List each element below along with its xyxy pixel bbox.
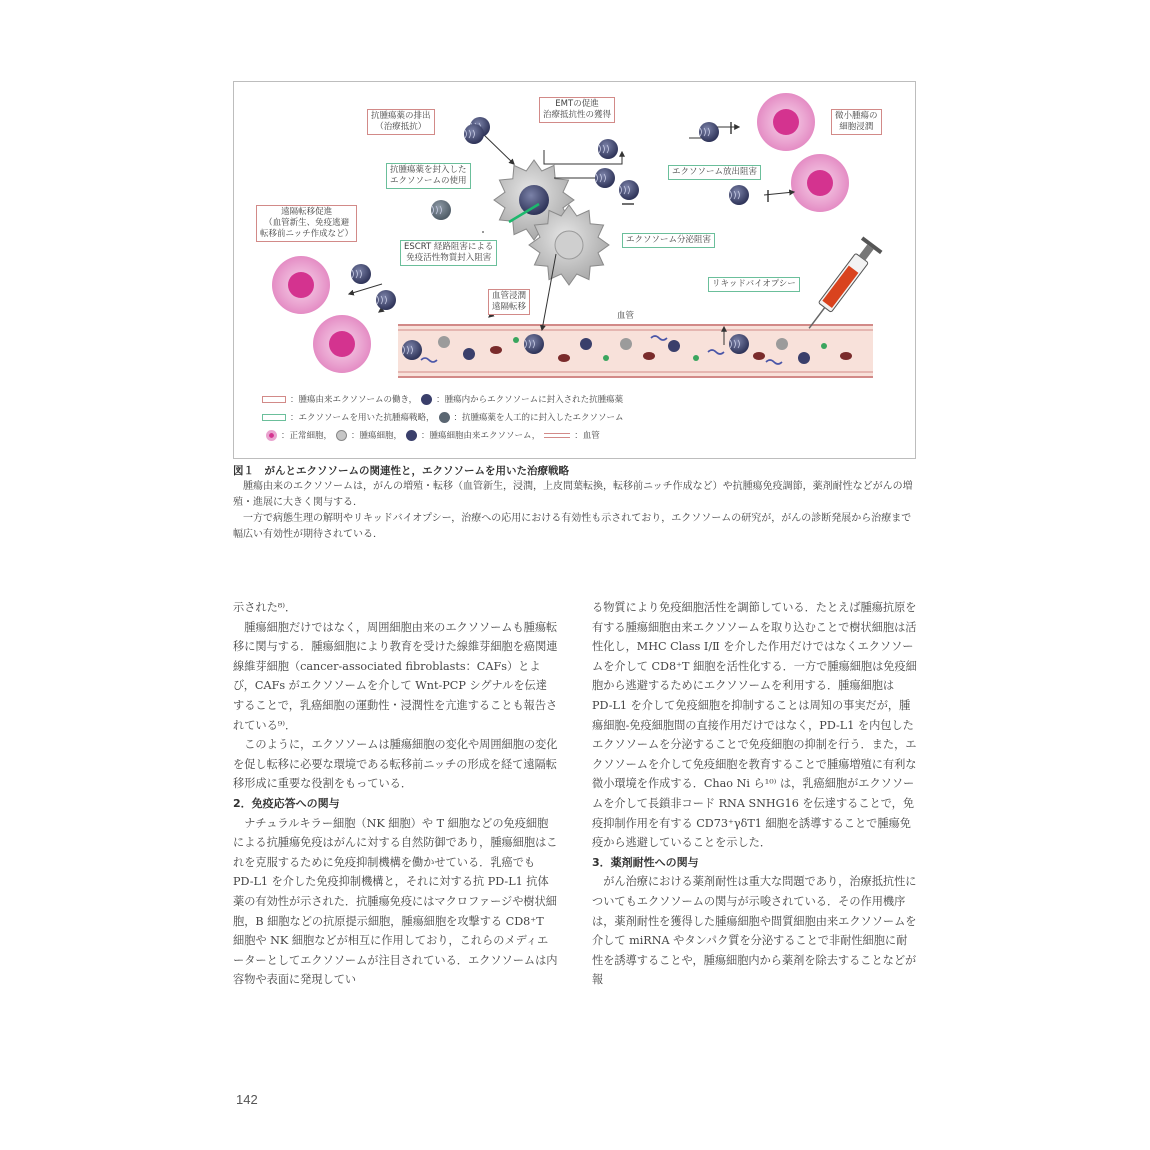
caption-paragraph: 一方で病態生理の解明やリキッドバイオプシー，治療への応用における有効性も示されており，エクソソームの研究が，がんの診断発展から治療まで幅広い有効性が期待されている． [233, 513, 912, 540]
vessel-particle [603, 355, 609, 361]
red-blood-cell [490, 346, 502, 354]
label-escrt: ESCRT 経路阻害による 免疫活性物質封入阻害 [400, 240, 497, 266]
vessel-particle [693, 355, 699, 361]
body-paragraph: 腫瘍細胞だけではなく，周囲細胞由来のエクソソームも腫瘍転移に関与する．腫瘍細胞により教育を受けた線維芽細胞を癌関連線維芽細胞（cancer-associated fibroblasts：CAFs）とよび，CAFs がエクソソームを介して Wnt-PCP シグナルを伝達することで，乳癌細胞の運動性・浸潤性を亢進することも報告されている⁹⁾． [233, 620, 558, 732]
label-liquid-biopsy: リキッドバイオプシー [708, 277, 800, 292]
red-blood-cell [840, 352, 852, 360]
legend-tumor-exosome-icon [406, 430, 417, 441]
body-paragraph: 示された⁸⁾． [233, 601, 297, 614]
label-invasion: 血管浸潤 遠隔転移 [488, 289, 530, 315]
body-paragraph: このように，エクソソームは腫瘍細胞の変化や周囲細胞の変化を促し転移に必要な環境である転移前ニッチの形成を経て遠隔転移形成に重要な役割をもっている． [233, 738, 558, 791]
exosome [464, 124, 484, 144]
vessel-exosome [463, 348, 475, 360]
vessel-exosome [438, 336, 450, 348]
legend-text: ：正常細胞， [281, 431, 333, 441]
legend-text: ：腫瘍細胞由来エクソソーム， [421, 431, 541, 441]
red-blood-cell [558, 354, 570, 362]
legend-text: ：抗腫瘍薬を人工的に封入したエクソソーム [453, 413, 624, 423]
normal-cell [313, 315, 371, 373]
exosome [376, 290, 396, 310]
right-column [592, 598, 917, 990]
legend-text: ：腫瘍内からエクソソームに封入された抗腫瘍薬 [436, 395, 624, 405]
legend-text: ：腫瘍細胞， [351, 431, 403, 441]
left-column [233, 598, 558, 990]
exosome [619, 180, 639, 200]
legend-normal-cell-icon [266, 430, 277, 441]
section-heading: 3．薬剤耐性への関与 [592, 855, 699, 869]
legend-row-2 [262, 411, 624, 423]
legend-tumor-cell-icon [336, 430, 347, 441]
legend-red-box [262, 396, 286, 403]
body-paragraph: ナチュラルキラー細胞（NK 細胞）や T 細胞などの免疫細胞による抗腫瘍免疫はがんに対する自然防御であり，腫瘍細胞はこれを克服するために免疫抑制機構を働かせている．乳癌でも PD-L1 を介した免疫抑制機構と，それに対する抗 PD-L1 抗体薬の有効性が示された．抗腫瘍免疫にはマクロファージや樹状細胞，B 細胞などの抗原提示細胞，腫瘍細胞を攻撃する CD8⁺T 細胞や NK 細胞などが相互に作用しており，これらのメディエーターとしてエクソソームが注目されている．エクソソームは内容物や表面に発現してい [233, 816, 558, 987]
normal-cell [272, 256, 330, 314]
exosome [699, 122, 719, 142]
page-number: 142 [236, 1092, 258, 1107]
label-emt: EMTの促進 治療抵抗性の獲得 [539, 97, 615, 123]
label-secretion-inhibition: エクソソーム分泌阻害 [622, 233, 715, 248]
red-blood-cell [643, 352, 655, 360]
vessel-particle [821, 343, 827, 349]
legend-text: ：血管 [574, 431, 600, 441]
label-drug-efflux: 抗腫瘍薬の排出 （治療抵抗） [367, 109, 435, 135]
exosome [598, 139, 618, 159]
legend-row-3 [262, 429, 600, 441]
syringe-icon [800, 236, 883, 335]
label-metastasis: 遠隔転移促進 （血管新生、免疫逃避 転移前ニッチ作成など） [256, 205, 357, 242]
exosome [524, 334, 544, 354]
label-blood-vessel: 血管 [617, 311, 635, 321]
legend-text: ：エクソソームを用いた抗腫瘍戦略， [290, 413, 435, 423]
label-release-inhibition: エクソソーム放出阻害 [668, 165, 761, 180]
legend-exosome-drug-icon [421, 394, 432, 405]
legend-vessel-icon [544, 433, 570, 438]
vessel-exosome [620, 338, 632, 350]
red-blood-cell [753, 352, 765, 360]
exosome [729, 185, 749, 205]
figure-caption [233, 464, 916, 543]
vessel-exosome [798, 352, 810, 364]
vessel-exosome [580, 338, 592, 350]
label-small-tumor: 微小腫瘍の 細胞浸潤 [831, 109, 882, 135]
exosome [729, 334, 749, 354]
body-paragraph: る物質により免疫細胞活性を調節している．たとえば腫瘍抗原を有する腫瘍細胞由来エクソソームを取り込むことで樹状細胞は活性化し，MHC Class Ⅰ/Ⅱ を介した作用だけではなくエクソソームを介して CD8⁺T 細胞を活性化する．一方で腫瘍細胞は免疫細胞から逃避するためにエクソソームを利用する．腫瘍細胞は PD-L1 を介して免疫細胞を抑制することは周知の事実だが，腫瘍細胞-免疫細胞間の直接作用だけではなく，PD-L1 を内包したエクソソームを分泌することで免疫細胞の抑制を行う．また，エクソソームを介して免疫細胞を教育することで腫瘍増殖に有利な微小環境を作成する．Chao Ni ら¹⁰⁾ は，乳癌細胞がエクソソームを介して長鎖非コード RNA SNHG16 を伝達することで，免疫抑制作用を有する CD73⁺γδT1 細胞を誘導することで腫瘍免疫から逃避していることを示した． [592, 601, 917, 850]
section-heading: 2．免疫応答への関与 [233, 796, 340, 810]
caption-title: 図１ がんとエクソソームの関連性と，エクソソームを用いた治療戦略 [233, 465, 569, 477]
vessel-exosome [776, 338, 788, 350]
figure-panel [233, 81, 916, 459]
legend-text: ：腫瘍由来エクソソームの働き， [290, 395, 418, 405]
caption-paragraph: 腫瘍由来のエクソソームは，がんの増殖・転移（血管新生，浸潤，上皮間葉転換，転移前ニッチ作成など）や抗腫瘍免疫調節，薬剤耐性などがんの増殖・進展に大きく関与する． [233, 481, 913, 508]
exosome [351, 264, 371, 284]
body-paragraph: がん治療における薬剤耐性は重大な問題であり，治療抵抗性についてもエクソソームの関与が示唆されている．その作用機序は，薬剤耐性を獲得した腫瘍細胞や間質細胞由来エクソソームを介して miRNA やタンパク質を分泌することで非耐性細胞に耐性を誘導することや，腫瘍細胞内から薬剤を除去することなどが報 [592, 875, 917, 987]
legend-engineered-exosome-icon [439, 412, 450, 423]
exosome [402, 340, 422, 360]
exosome [595, 168, 615, 188]
normal-cell [757, 93, 815, 151]
legend-row-1 [262, 393, 623, 405]
legend-green-box [262, 414, 286, 421]
normal-cell [791, 154, 849, 212]
label-engineered-exosome: 抗腫瘍薬を封入した エクソソームの使用 [386, 163, 471, 189]
vessel-particle [513, 337, 519, 343]
vessel-exosome [668, 340, 680, 352]
exosome [431, 200, 451, 220]
